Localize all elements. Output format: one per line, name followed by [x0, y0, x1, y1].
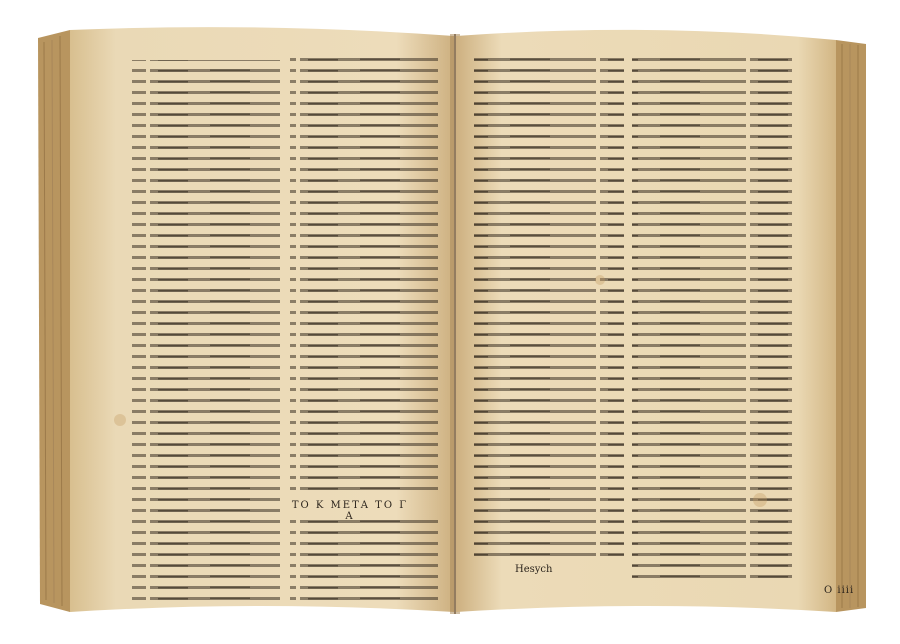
- page-stack-left: [38, 30, 70, 612]
- section-heading: ΤΟ Κ ΜΕΤΑ ΤΟ Γ Α: [291, 500, 409, 522]
- page-stack-right: [836, 40, 866, 612]
- right-page-column-1: [474, 58, 624, 558]
- left-page: [70, 27, 454, 612]
- page-signature: Hesych: [515, 564, 553, 575]
- right-page: [456, 30, 836, 612]
- left-page-column-1: [132, 60, 280, 600]
- right-page-column-2: [632, 58, 792, 580]
- page-number: O iiii: [824, 585, 855, 596]
